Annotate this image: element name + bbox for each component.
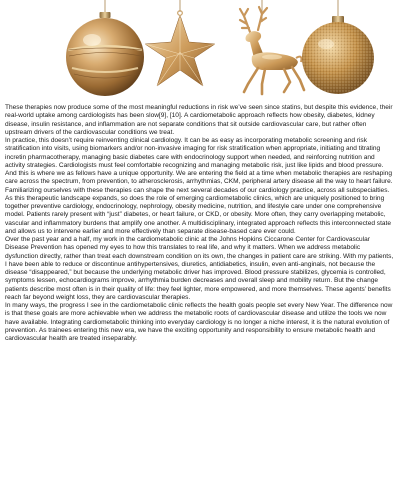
ornament-banner: [0, 0, 400, 100]
paragraph-1: These therapies now produce some of the most meaningful reductions in risk we’ve seen since statins, but despite this evidence, their real-world uptake among cardiologists has been slow[9], [10]. A cardiometabolic approach reflects how obesity, diabetes, kidney disease, insulin resistance, and inflammation are not separate conditions that sit outside cardiovascular care, but rather often upstream drivers of the cardiovascular conditions we treat.: [5, 104, 393, 136]
paragraph-5: In many ways, the progress I see in the cardiometabolic clinic reflects the health goals people set every New Year. The difference now is that these goals are more achievable when we address the metabolic roots of cardiovascular disease and utilize the tools we now have available. Integrating cardiometabolic thinking into everyday cardiology is no longer a niche interest, it is the natural evolution of prevention. As trainees entering this new era, we have the exciting opportunity and responsibility to ensure metabolic health and cardiovascular health are treated inseparably.: [5, 302, 393, 342]
ball-ornament: [66, 0, 144, 96]
reindeer-ornament: [240, 0, 304, 94]
paragraph-2: In practice, this doesn’t require reinventing clinical cardiology. It can be as easy as incorporating metabolic screening and risk stratification into visits, using biomarkers and/or non-invasive imaging for risk stratification when appropriate, initiating and titrating incretin pharmacotherapy, managing basic diabetes care with endocrinology support when needed, and reinforcing nutrition and activity strategies. Cardiologists must feel comfortable recognizing and managing metabolic risk, just like lipids and blood pressure.: [5, 137, 384, 169]
paragraph-3: And this is where we as fellows have a unique opportunity. We are entering the field at a time when metabolic therapies are reshaping care across the spectrum, from prevention, to atherosclerosis, arrhythmias, CKM, peripheral artery disease all the way to heart failure. Familiarizing ourselves with these therapies can shape the next several decades of our cardiology practice, across all subspecialties. As this therapeutic landscape expands, so does the role of emerging cardiometabolic clinics, which are uniquely positioned to bring together preventive cardiology, endocrinology, nephrology, obesity medicine, nutrition, and lifestyle care under one comprehensive model. Patients rarely present with “just” diabetes, or heart failure, or CKD, or obesity. More often, they carry overlapping metabolic, vascular and inflammatory burdens that amplify one another. A multidisciplinary, integrated approach reflects this interconnected state and allows us to intervene earlier and more effectively than separate disease-based care ever could.: [5, 170, 393, 235]
ornament-illustration: [0, 0, 400, 100]
paragraph-4: Over the past year and a half, my work in the cardiometabolic clinic at the Johns Hopkins Ciccarone Center for Cardiovascular Disease Prevention has opened my eyes to how this translates to real life, and why it matters. When we address metabolic dysfunction directly, rather than treat each downstream condition on its own, the changes in patient care are striking. With my patients, I have been able to reduce or discontinue antihypertensives, diuretics, antidiabetics, insulin, even anti-anginals, not because the disease “disappeared,” but because the underlying metabolic driver has improved. Blood pressure stabilizes, glycemia is controlled, symptoms lessen, echocardiograms improve, arrhythmia burden decreases and overall sleep and mobility return. But the change patients describe most often is in their quality of life: they feel lighter, more empowered, and more themselves. These agents’ benefits reach far beyond weight loss, they are cardiovascular therapies.: [5, 236, 394, 301]
star-ornament: [145, 0, 215, 86]
article-body: [5, 104, 395, 343]
glitter-ball-ornament: [302, 0, 374, 94]
